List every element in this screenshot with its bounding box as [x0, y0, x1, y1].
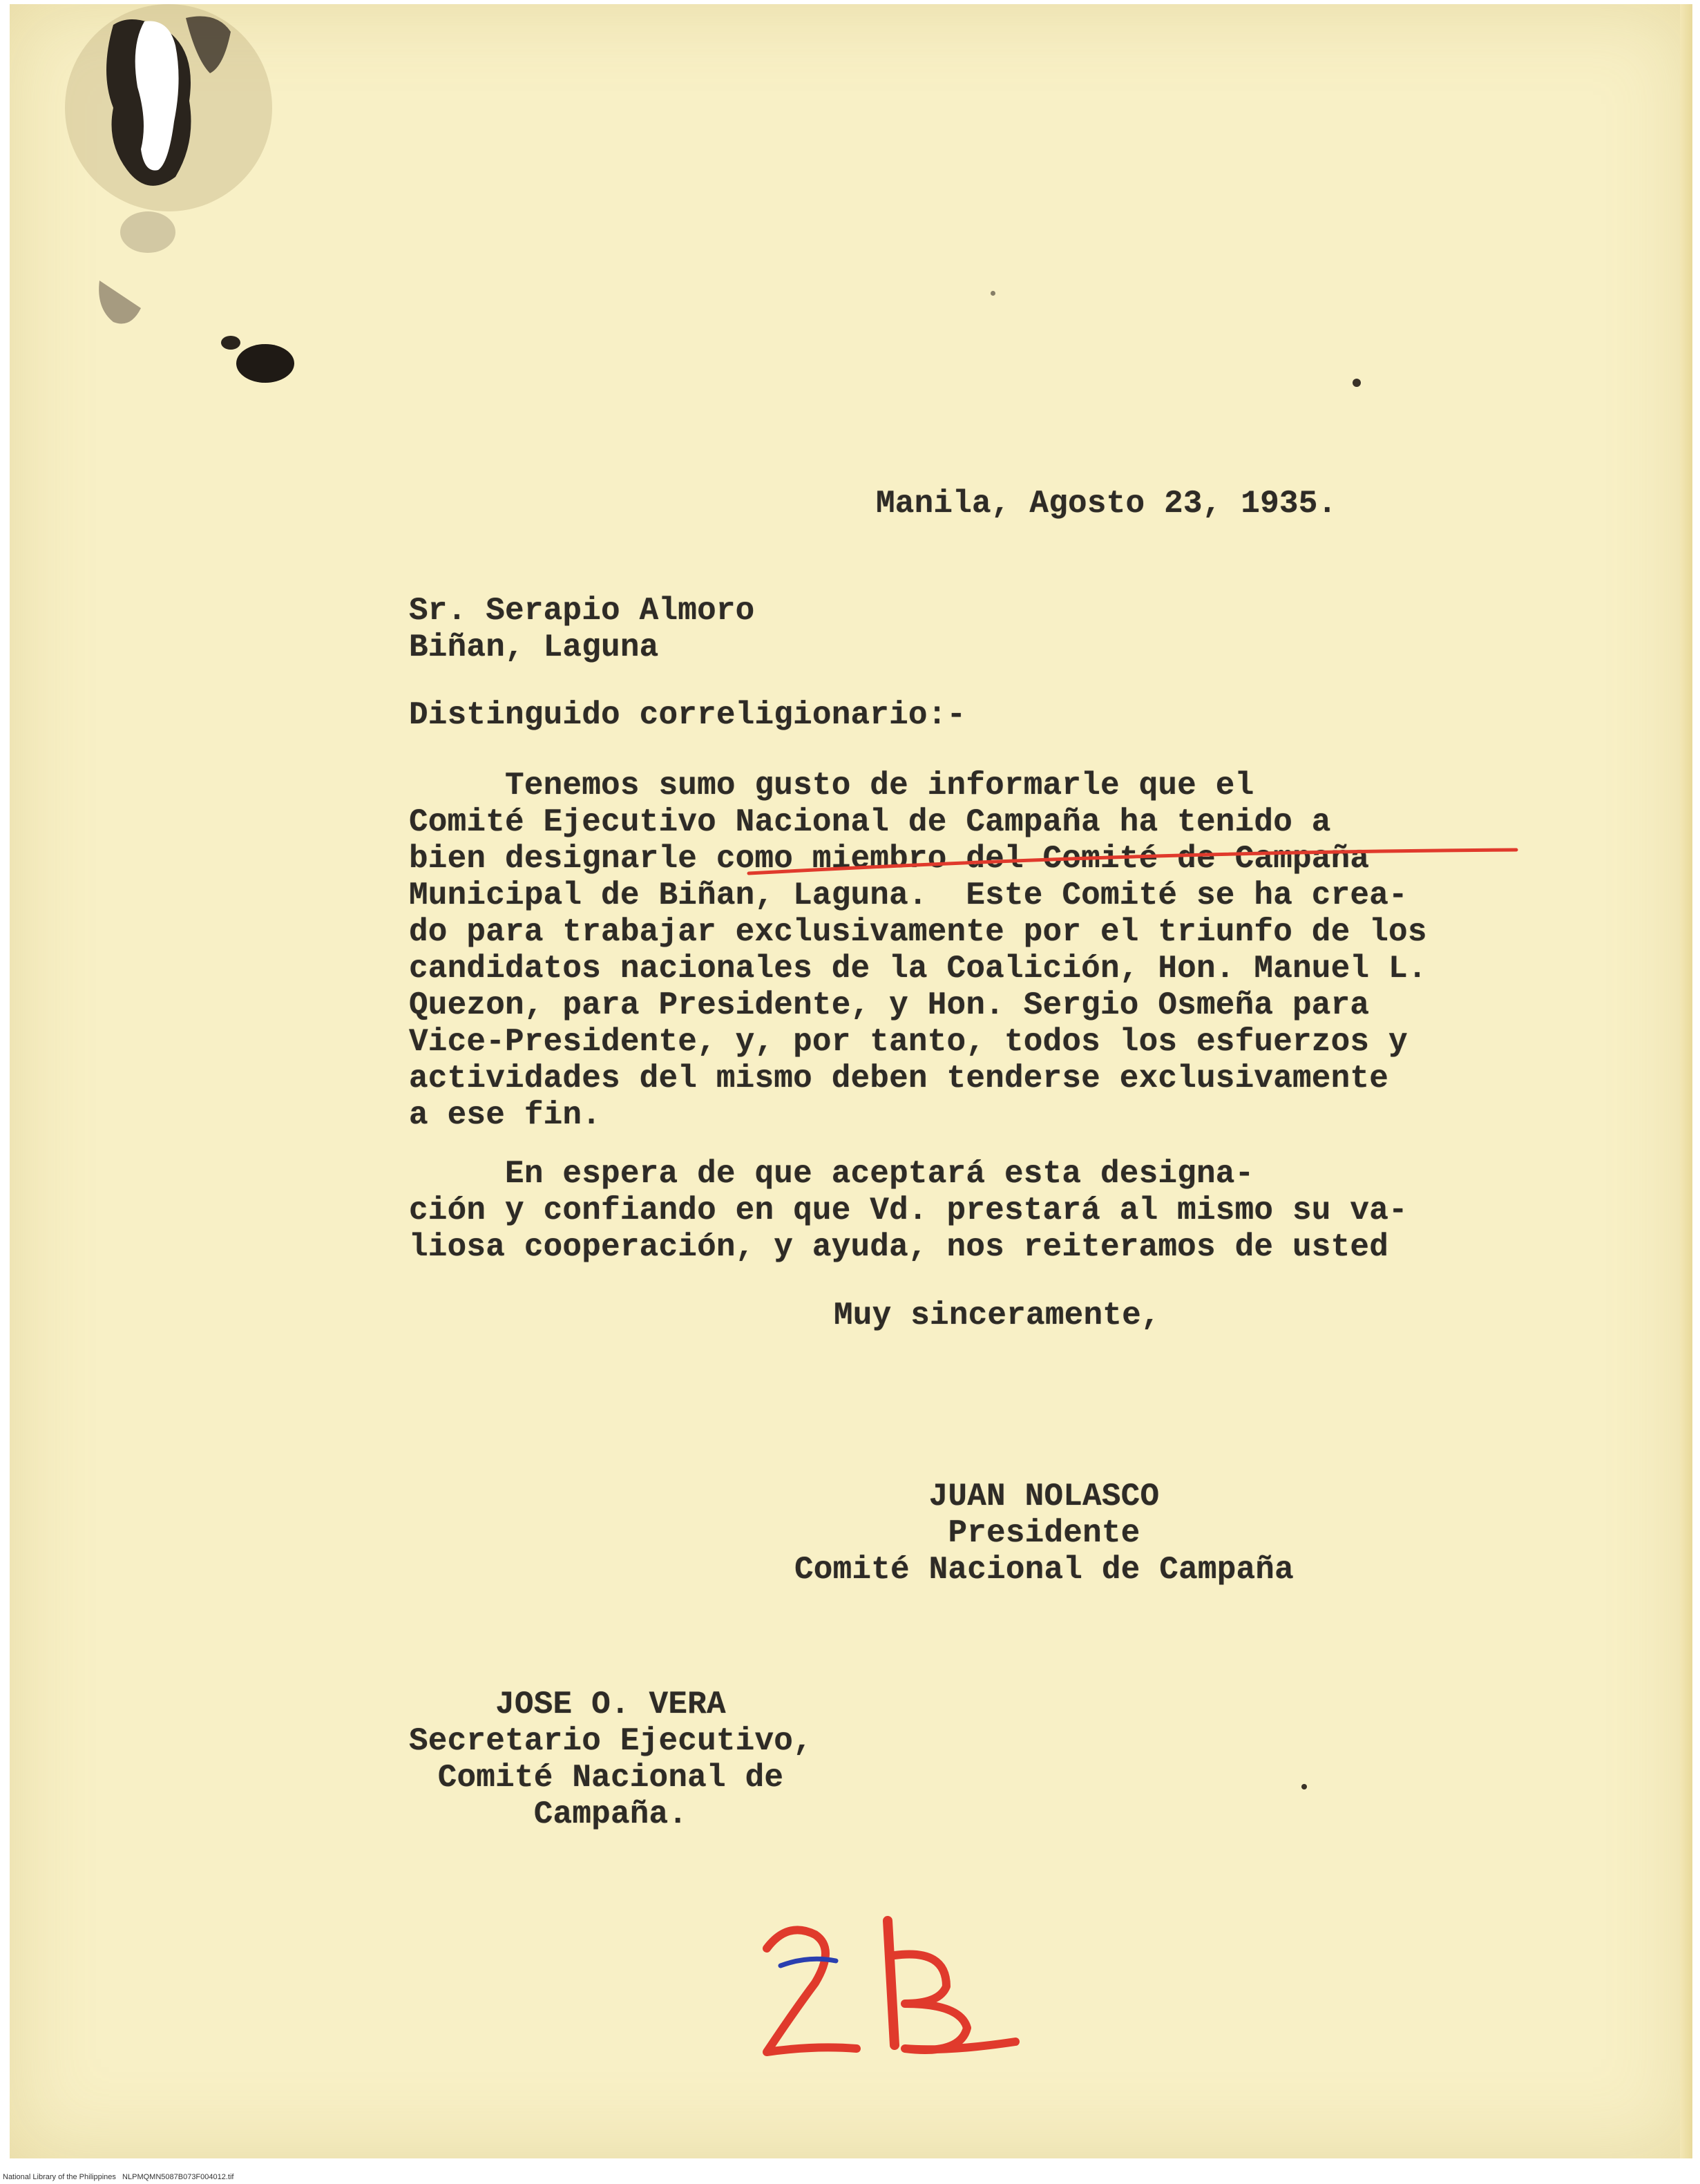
footer-file: NLPMQMN5087B073F004012.tif — [122, 2173, 234, 2181]
paragraph-line: Municipal de Biñan, Laguna. Este Comité se ha crea- — [409, 877, 1408, 913]
ink-spot — [1353, 379, 1361, 387]
paragraph-line: Quezon, para Presidente, y Hon. Sergio Osmeña para — [409, 987, 1370, 1023]
closing: Muy sinceramente, — [834, 1298, 1161, 1333]
body-paragraph-2 — [409, 1156, 1408, 1266]
signature-org: Campaña. — [533, 1796, 688, 1832]
addressee-name: Sr. Serapio Almoro — [409, 593, 755, 629]
salutation: Distinguido correligionario:- — [409, 697, 966, 733]
paragraph-line: bien designarle como miembro del Comité de Campaña — [409, 841, 1370, 877]
signature-name: JUAN NOLASCO — [928, 1479, 1160, 1514]
scan-footer — [3, 2173, 233, 2181]
paragraph-line: liosa cooperación, y ayuda, nos reiteramos de usted — [409, 1229, 1389, 1265]
paragraph-line: candidatos nacionales de la Coalición, Hon. Manuel L. — [409, 951, 1427, 987]
paragraph-line: ción y confiando en que Vd. prestará al mismo su va- — [409, 1193, 1408, 1228]
paragraph-line: Vice-Presidente, y, por tanto, todos los esfuerzos y — [409, 1024, 1408, 1060]
ink-spot — [1301, 1784, 1307, 1789]
addressee-location: Biñan, Laguna — [409, 629, 659, 665]
red-underline — [746, 842, 1520, 883]
signature-block-secretary — [409, 1687, 812, 1833]
body-paragraph-1 — [409, 768, 1427, 1134]
paragraph-line: En espera de que aceptará esta designa- — [409, 1156, 1254, 1192]
signature-org: Comité Nacional de — [437, 1760, 784, 1796]
signature-org: Comité Nacional de Campaña — [794, 1552, 1294, 1588]
ink-spot — [991, 291, 995, 296]
signature-title: Secretario Ejecutivo, — [409, 1723, 812, 1759]
paper-edge — [1680, 4, 1692, 2158]
footer-source: National Library of the Philippines — [3, 2173, 116, 2181]
paragraph-line: a ese fin. — [409, 1097, 602, 1133]
signature-title: Presidente — [948, 1515, 1140, 1551]
signature-block-president — [794, 1479, 1294, 1588]
paragraph-line: Tenemos sumo gusto de informarle que el — [409, 768, 1254, 804]
addressee-block — [409, 593, 754, 666]
paragraph-line: actividades del mismo deben tenderse exclusivamente — [409, 1061, 1389, 1096]
handwritten-mark — [739, 1907, 1029, 2073]
paragraph-line: Comité Ejecutivo Nacional de Campaña ha tenido a — [409, 804, 1331, 840]
signature-name: JOSE O. VERA — [495, 1687, 726, 1722]
letter-date: Manila, Agosto 23, 1935. — [876, 486, 1337, 522]
paragraph-line: do para trabajar exclusivamente por el triunfo de los — [409, 914, 1427, 950]
burn-damage — [10, 4, 369, 446]
